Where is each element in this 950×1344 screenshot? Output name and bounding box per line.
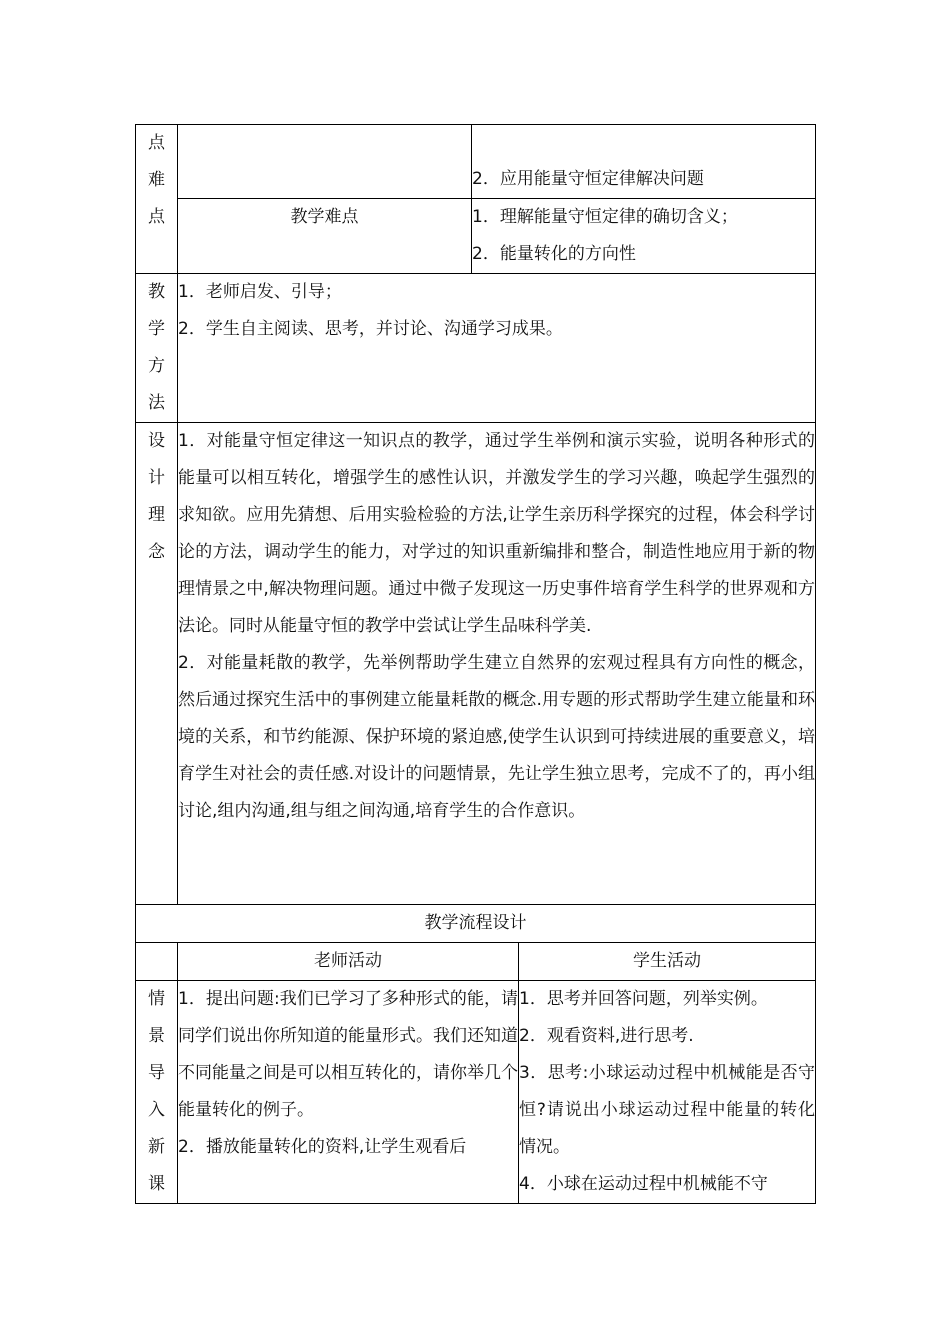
activity-header-blank	[136, 943, 178, 981]
teacher-activity-item: 1．提出问题:我们已学习了多种形式的能，请同学们说出你所知道的能量形式。我们还知道不同能量之间是可以相互转化的，请你举几个能量转化的例子。	[178, 989, 518, 1120]
method-item: 2．学生自主阅读、思考，并讨论、沟通学习成果。	[178, 319, 563, 339]
teacher-activity-header: 老师活动	[178, 943, 519, 981]
label-char: 念	[148, 542, 165, 562]
label-char: 入	[148, 1100, 165, 1120]
methods-row	[136, 274, 816, 423]
student-activity-item: 1．思考并回答问题，列举实例。	[519, 989, 768, 1009]
difficult-point-item: 2．能量转化的方向性	[472, 244, 636, 264]
label-char: 计	[148, 468, 165, 488]
label-char: 设	[148, 431, 165, 451]
difficult-points-label: 教学难点	[178, 199, 472, 274]
student-activity-item: 4．小球在运动过程中机械能不守	[519, 1174, 768, 1194]
student-activity-header: 学生活动	[519, 943, 816, 981]
student-activity-item: 2．观看资料,进行思考.	[519, 1026, 694, 1046]
label-char: 法	[148, 393, 165, 413]
lesson-plan-table	[135, 124, 816, 1204]
label-char: 难	[148, 170, 165, 190]
label-char: 导	[148, 1063, 165, 1083]
label-char: 景	[148, 1026, 165, 1046]
difficult-point-item: 1．理解能量守恒定律的确切含义；	[472, 207, 738, 227]
key-points-row	[136, 125, 816, 199]
label-char: 学	[148, 319, 165, 339]
label-char: 教	[148, 282, 165, 302]
label-char: 方	[148, 356, 165, 376]
key-difficult-label	[136, 125, 178, 274]
method-item: 1．老师启发、引导；	[178, 282, 342, 302]
label-char: 情	[148, 989, 165, 1009]
key-points-content	[472, 125, 816, 199]
label-char: 点	[148, 207, 165, 227]
teacher-activity-content	[178, 981, 519, 1204]
design-row	[136, 423, 816, 905]
methods-content	[178, 274, 816, 423]
design-content	[178, 423, 816, 905]
design-paragraph: 1．对能量守恒定律这一知识点的教学，通过学生举例和演示实验，说明各种形式的能量可以相互转化，增强学生的感性认识，并激发学生的学习兴趣，唤起学生强烈的求知欲。应用先猜想、后用实验检验的方法,让学生亲历科学探究的过程，体会科学讨论的方法，调动学生的能力，对学过的知识重新编排和整合，制造性地应用于新的物理情景之中,解决物理问题。通过中微子发现这一历史事件培育学生科学的世界观和方法论。同时从能量守恒的教学中尝试让学生品味科学美.	[178, 431, 816, 636]
key-point-item: 2．应用能量守恒定律解决问题	[472, 169, 704, 189]
activity-header-row	[136, 943, 816, 981]
design-label	[136, 423, 178, 905]
intro-row	[136, 981, 816, 1204]
label-char: 理	[148, 505, 165, 525]
design-paragraph: 2．对能量耗散的教学，先举例帮助学生建立自然界的宏观过程具有方向性的概念，然后通过探究生活中的事例建立能量耗散的概念.用专题的形式帮助学生建立能量和环境的关系，和节约能源、保护环境的紧迫感,使学生认识到可持续进展的重要意义，培育学生对社会的责任感.对设计的问题情景，先让学生独立思考，完成不了的，再小组讨论,组内沟通,组与组之间沟通,培育学生的合作意识。	[178, 653, 816, 821]
label-char: 新	[148, 1137, 165, 1157]
flow-title: 教学流程设计	[136, 905, 816, 943]
key-points-label-cell	[178, 125, 472, 199]
teacher-activity-item: 2．播放能量转化的资料,让学生观看后	[178, 1137, 467, 1157]
student-activity-content	[519, 981, 816, 1204]
label-char: 课	[148, 1174, 165, 1194]
student-activity-item: 3．思考:小球运动过程中机械能是否守恒?请说出小球运动过程中能量的转化情况。	[519, 1063, 816, 1157]
intro-label	[136, 981, 178, 1204]
flow-title-row	[136, 905, 816, 943]
difficult-points-content	[472, 199, 816, 274]
difficult-points-row	[136, 199, 816, 274]
label-char: 点	[148, 133, 165, 153]
methods-label	[136, 274, 178, 423]
